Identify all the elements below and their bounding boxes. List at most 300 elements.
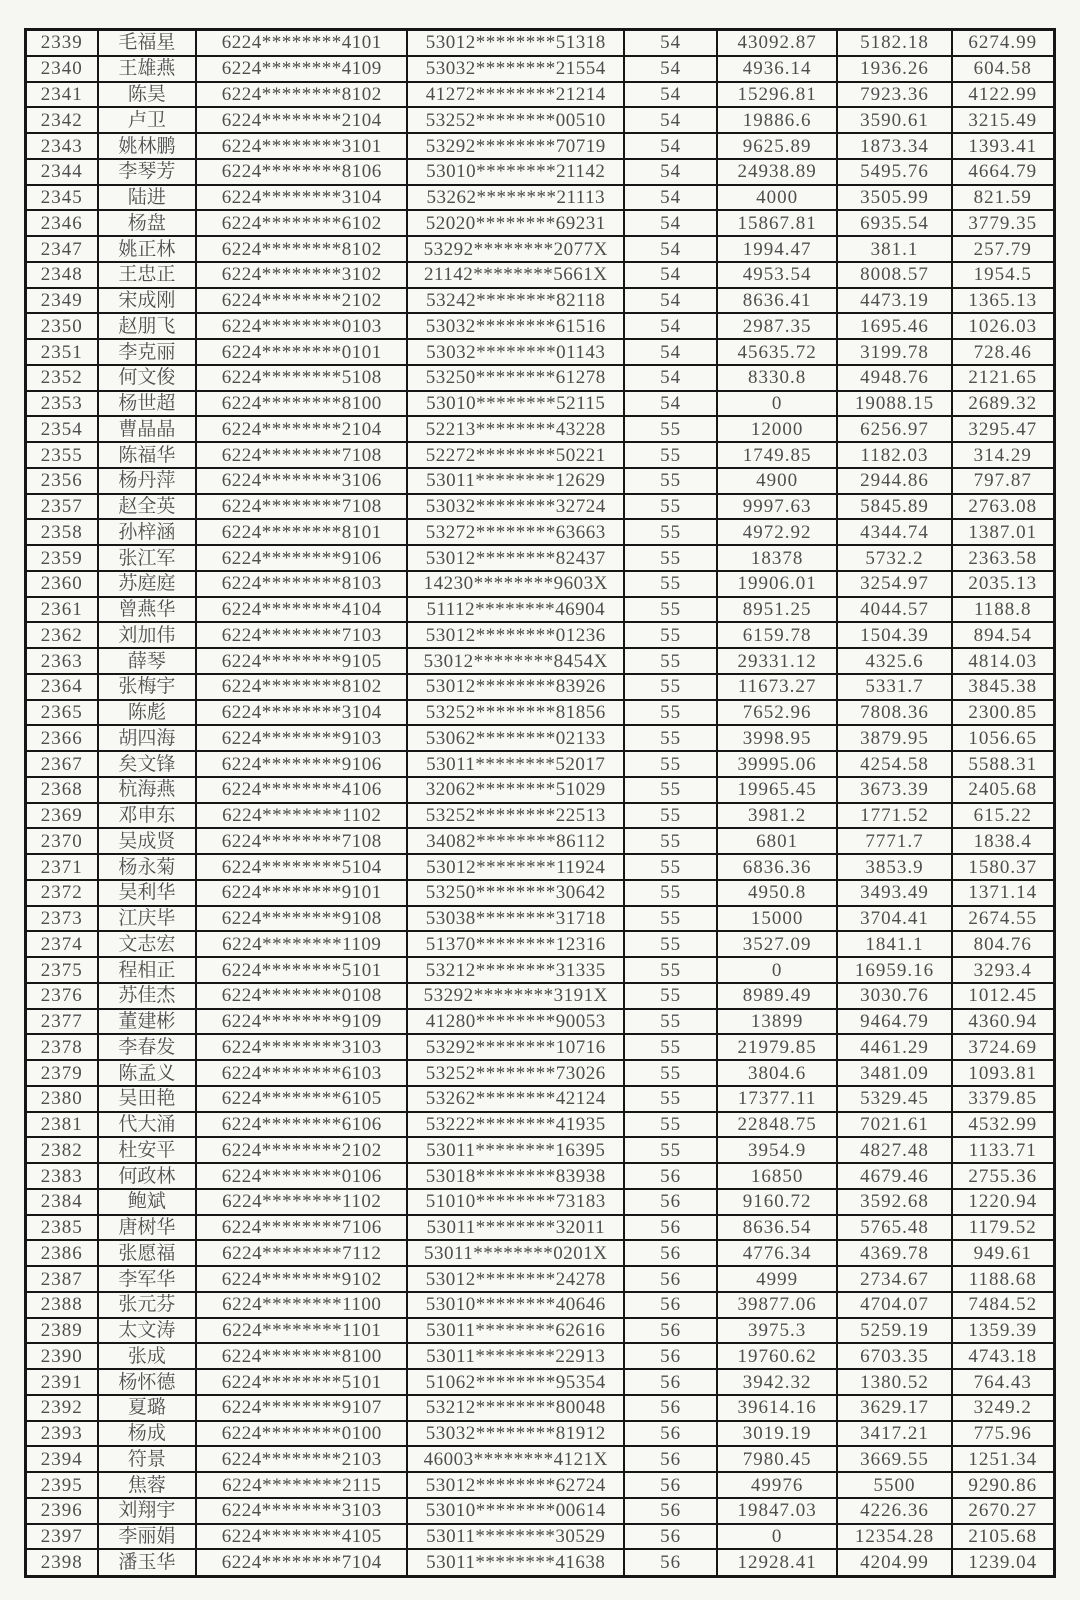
- table-row: [26, 1369, 1055, 1395]
- cell-seq: 2396: [26, 1498, 98, 1524]
- cell-amt1: 1749.85: [717, 442, 837, 468]
- table-row: [26, 107, 1055, 133]
- cell-seq: 2360: [26, 571, 98, 597]
- cell-seq: 2377: [26, 1009, 98, 1035]
- cell-age: 55: [624, 700, 717, 726]
- cell-name: 张愿福: [98, 1240, 197, 1266]
- cell-amt3: 3379.85: [952, 1086, 1055, 1112]
- cell-amt2: 7771.7: [837, 828, 951, 854]
- cell-idnum: 53010********21142: [407, 159, 624, 185]
- cell-amt1: 39614.16: [717, 1395, 837, 1421]
- cell-age: 55: [624, 725, 717, 751]
- cell-amt2: 3590.61: [837, 107, 951, 133]
- cell-amt1: 0: [717, 391, 837, 417]
- cell-amt2: 4204.99: [837, 1549, 951, 1576]
- cell-age: 55: [624, 1086, 717, 1112]
- cell-seq: 2393: [26, 1421, 98, 1447]
- cell-name: 张成: [98, 1343, 197, 1369]
- cell-age: 56: [624, 1215, 717, 1241]
- table-row: [26, 339, 1055, 365]
- cell-card: 6224********7108: [196, 494, 407, 520]
- table-row: [26, 777, 1055, 803]
- cell-amt1: 3804.6: [717, 1060, 837, 1086]
- cell-seq: 2342: [26, 107, 98, 133]
- cell-name: 杨成: [98, 1421, 197, 1447]
- cell-amt2: 3199.78: [837, 339, 951, 365]
- cell-idnum: 53032********21554: [407, 56, 624, 82]
- cell-idnum: 53011********32011: [407, 1215, 624, 1241]
- cell-name: 杨永菊: [98, 854, 197, 880]
- cell-card: 6224********1100: [196, 1292, 407, 1318]
- cell-idnum: 53212********31335: [407, 957, 624, 983]
- cell-amt1: 24938.89: [717, 159, 837, 185]
- cell-amt2: 3493.49: [837, 880, 951, 906]
- cell-name: 毛福星: [98, 30, 197, 56]
- cell-age: 54: [624, 391, 717, 417]
- table-row: [26, 494, 1055, 520]
- cell-card: 6224********7106: [196, 1215, 407, 1241]
- cell-amt2: 4344.74: [837, 519, 951, 545]
- cell-age: 55: [624, 1112, 717, 1138]
- cell-amt2: 1182.03: [837, 442, 951, 468]
- cell-amt1: 22848.75: [717, 1112, 837, 1138]
- cell-idnum: 53018********83938: [407, 1163, 624, 1189]
- cell-card: 6224********9106: [196, 751, 407, 777]
- cell-amt1: 8989.49: [717, 983, 837, 1009]
- payment-table: [24, 28, 1056, 1578]
- cell-amt1: 39995.06: [717, 751, 837, 777]
- cell-card: 6224********4109: [196, 56, 407, 82]
- cell-amt1: 18378: [717, 545, 837, 571]
- cell-amt3: 257.79: [952, 236, 1055, 262]
- cell-amt1: 3019.19: [717, 1421, 837, 1447]
- cell-amt1: 12000: [717, 416, 837, 442]
- cell-card: 6224********1109: [196, 931, 407, 957]
- cell-name: 李克丽: [98, 339, 197, 365]
- cell-amt3: 1188.68: [952, 1266, 1055, 1292]
- cell-amt3: 4664.79: [952, 159, 1055, 185]
- cell-card: 6224********9103: [196, 725, 407, 751]
- cell-idnum: 53011********30529: [407, 1524, 624, 1550]
- cell-seq: 2375: [26, 957, 98, 983]
- cell-amt2: 1504.39: [837, 622, 951, 648]
- cell-amt2: 1771.52: [837, 803, 951, 829]
- cell-card: 6224********4106: [196, 777, 407, 803]
- cell-idnum: 53038********31718: [407, 906, 624, 932]
- cell-amt3: 3293.4: [952, 957, 1055, 983]
- cell-name: 太文涛: [98, 1318, 197, 1344]
- cell-card: 6224********9109: [196, 1009, 407, 1035]
- cell-name: 吴利华: [98, 880, 197, 906]
- cell-age: 56: [624, 1318, 717, 1344]
- cell-idnum: 53212********80048: [407, 1395, 624, 1421]
- cell-amt1: 15867.81: [717, 210, 837, 236]
- cell-amt3: 2035.13: [952, 571, 1055, 597]
- cell-amt3: 1359.39: [952, 1318, 1055, 1344]
- cell-name: 曹晶晶: [98, 416, 197, 442]
- table-row: [26, 648, 1055, 674]
- table-row: [26, 957, 1055, 983]
- cell-seq: 2384: [26, 1189, 98, 1215]
- cell-amt2: 1380.52: [837, 1369, 951, 1395]
- table-row: [26, 468, 1055, 494]
- cell-seq: 2347: [26, 236, 98, 262]
- cell-amt3: 9290.86: [952, 1472, 1055, 1498]
- cell-seq: 2389: [26, 1318, 98, 1344]
- cell-age: 54: [624, 82, 717, 108]
- cell-amt3: 4743.18: [952, 1343, 1055, 1369]
- table-row: [26, 931, 1055, 957]
- cell-amt2: 3417.21: [837, 1421, 951, 1447]
- cell-seq: 2351: [26, 339, 98, 365]
- cell-amt3: 1393.41: [952, 133, 1055, 159]
- cell-seq: 2353: [26, 391, 98, 417]
- cell-amt3: 1056.65: [952, 725, 1055, 751]
- table-row: [26, 1446, 1055, 1472]
- cell-idnum: 53011********22913: [407, 1343, 624, 1369]
- cell-seq: 2369: [26, 803, 98, 829]
- cell-name: 吴成贤: [98, 828, 197, 854]
- cell-amt3: 5588.31: [952, 751, 1055, 777]
- cell-name: 孙梓涵: [98, 519, 197, 545]
- cell-seq: 2345: [26, 185, 98, 211]
- cell-age: 56: [624, 1446, 717, 1472]
- cell-age: 55: [624, 597, 717, 623]
- table-row: [26, 674, 1055, 700]
- cell-amt3: 1365.13: [952, 288, 1055, 314]
- cell-amt3: 1133.71: [952, 1137, 1055, 1163]
- cell-amt3: 1239.04: [952, 1549, 1055, 1576]
- cell-amt2: 3254.97: [837, 571, 951, 597]
- cell-idnum: 41280********90053: [407, 1009, 624, 1035]
- cell-amt3: 728.46: [952, 339, 1055, 365]
- cell-seq: 2372: [26, 880, 98, 906]
- cell-card: 6224********4104: [196, 597, 407, 623]
- cell-seq: 2371: [26, 854, 98, 880]
- cell-age: 55: [624, 545, 717, 571]
- cell-idnum: 53262********42124: [407, 1086, 624, 1112]
- cell-seq: 2344: [26, 159, 98, 185]
- cell-card: 6224********7112: [196, 1240, 407, 1266]
- cell-name: 曾燕华: [98, 597, 197, 623]
- cell-age: 56: [624, 1524, 717, 1550]
- table-row: [26, 313, 1055, 339]
- cell-name: 宋成刚: [98, 288, 197, 314]
- cell-amt3: 2363.58: [952, 545, 1055, 571]
- cell-seq: 2383: [26, 1163, 98, 1189]
- cell-name: 李琴芳: [98, 159, 197, 185]
- cell-amt3: 1371.14: [952, 880, 1055, 906]
- cell-name: 杨世超: [98, 391, 197, 417]
- cell-amt2: 12354.28: [837, 1524, 951, 1550]
- cell-age: 54: [624, 159, 717, 185]
- cell-age: 55: [624, 494, 717, 520]
- cell-amt1: 3954.9: [717, 1137, 837, 1163]
- cell-amt2: 6256.97: [837, 416, 951, 442]
- cell-amt3: 894.54: [952, 622, 1055, 648]
- cell-age: 55: [624, 983, 717, 1009]
- cell-amt2: 5845.89: [837, 494, 951, 520]
- cell-card: 6224********8100: [196, 391, 407, 417]
- cell-idnum: 52272********50221: [407, 442, 624, 468]
- cell-age: 55: [624, 416, 717, 442]
- cell-age: 55: [624, 880, 717, 906]
- cell-card: 6224********9107: [196, 1395, 407, 1421]
- cell-name: 矣文锋: [98, 751, 197, 777]
- cell-amt2: 2734.67: [837, 1266, 951, 1292]
- cell-amt2: 1841.1: [837, 931, 951, 957]
- cell-card: 6224********3104: [196, 185, 407, 211]
- cell-amt1: 0: [717, 1524, 837, 1550]
- cell-seq: 2395: [26, 1472, 98, 1498]
- table-row: [26, 391, 1055, 417]
- table-row: [26, 288, 1055, 314]
- cell-age: 54: [624, 133, 717, 159]
- cell-card: 6224********2102: [196, 1137, 407, 1163]
- cell-seq: 2340: [26, 56, 98, 82]
- table-row: [26, 1318, 1055, 1344]
- cell-amt3: 1093.81: [952, 1060, 1055, 1086]
- cell-card: 6224********7103: [196, 622, 407, 648]
- cell-seq: 2358: [26, 519, 98, 545]
- cell-age: 56: [624, 1395, 717, 1421]
- cell-name: 陈孟义: [98, 1060, 197, 1086]
- cell-amt3: 3845.38: [952, 674, 1055, 700]
- cell-amt2: 7923.36: [837, 82, 951, 108]
- cell-amt1: 45635.72: [717, 339, 837, 365]
- cell-card: 6224********5108: [196, 365, 407, 391]
- cell-amt1: 4000: [717, 185, 837, 211]
- cell-amt1: 7652.96: [717, 700, 837, 726]
- table-row: [26, 442, 1055, 468]
- table-row: [26, 1034, 1055, 1060]
- table-body: [26, 30, 1055, 1577]
- cell-idnum: 21142********5661X: [407, 262, 624, 288]
- cell-amt3: 3215.49: [952, 107, 1055, 133]
- cell-amt3: 4532.99: [952, 1112, 1055, 1138]
- document-sheet: [24, 28, 1056, 1578]
- cell-card: 6224********0103: [196, 313, 407, 339]
- table-row: [26, 983, 1055, 1009]
- cell-card: 6224********2115: [196, 1472, 407, 1498]
- cell-amt3: 1179.52: [952, 1215, 1055, 1241]
- cell-amt2: 4044.57: [837, 597, 951, 623]
- cell-seq: 2386: [26, 1240, 98, 1266]
- cell-card: 6224********2102: [196, 288, 407, 314]
- cell-idnum: 53292********3191X: [407, 983, 624, 1009]
- cell-amt2: 5329.45: [837, 1086, 951, 1112]
- cell-amt2: 5500: [837, 1472, 951, 1498]
- cell-age: 54: [624, 288, 717, 314]
- cell-amt1: 6801: [717, 828, 837, 854]
- cell-idnum: 53011********41638: [407, 1549, 624, 1576]
- cell-amt2: 9464.79: [837, 1009, 951, 1035]
- cell-seq: 2355: [26, 442, 98, 468]
- cell-name: 潘玉华: [98, 1549, 197, 1576]
- cell-idnum: 53012********01236: [407, 622, 624, 648]
- cell-age: 55: [624, 931, 717, 957]
- cell-card: 6224********7104: [196, 1549, 407, 1576]
- cell-age: 55: [624, 648, 717, 674]
- cell-idnum: 34082********86112: [407, 828, 624, 854]
- cell-age: 55: [624, 751, 717, 777]
- cell-seq: 2362: [26, 622, 98, 648]
- table-row: [26, 1009, 1055, 1035]
- table-row: [26, 262, 1055, 288]
- cell-amt3: 615.22: [952, 803, 1055, 829]
- cell-name: 夏璐: [98, 1395, 197, 1421]
- table-row: [26, 236, 1055, 262]
- cell-card: 6224********6105: [196, 1086, 407, 1112]
- cell-amt1: 4972.92: [717, 519, 837, 545]
- cell-card: 6224********8101: [196, 519, 407, 545]
- cell-amt2: 5331.7: [837, 674, 951, 700]
- cell-card: 6224********8100: [196, 1343, 407, 1369]
- cell-amt1: 4999: [717, 1266, 837, 1292]
- cell-card: 6224********8102: [196, 82, 407, 108]
- table-row: [26, 1498, 1055, 1524]
- cell-card: 6224********8103: [196, 571, 407, 597]
- cell-amt2: 5495.76: [837, 159, 951, 185]
- cell-amt1: 7980.45: [717, 1446, 837, 1472]
- cell-amt3: 764.43: [952, 1369, 1055, 1395]
- cell-idnum: 53012********11924: [407, 854, 624, 880]
- cell-seq: 2365: [26, 700, 98, 726]
- cell-amt3: 2689.32: [952, 391, 1055, 417]
- cell-age: 56: [624, 1472, 717, 1498]
- cell-name: 陈福华: [98, 442, 197, 468]
- cell-amt2: 4226.36: [837, 1498, 951, 1524]
- cell-idnum: 53272********63663: [407, 519, 624, 545]
- cell-amt2: 4704.07: [837, 1292, 951, 1318]
- cell-amt2: 3704.41: [837, 906, 951, 932]
- cell-name: 李军华: [98, 1266, 197, 1292]
- cell-amt2: 6703.35: [837, 1343, 951, 1369]
- cell-card: 6224********1102: [196, 803, 407, 829]
- cell-seq: 2364: [26, 674, 98, 700]
- cell-amt3: 3779.35: [952, 210, 1055, 236]
- cell-seq: 2385: [26, 1215, 98, 1241]
- cell-idnum: 53252********22513: [407, 803, 624, 829]
- cell-name: 文志宏: [98, 931, 197, 957]
- table-row: [26, 571, 1055, 597]
- cell-amt2: 4325.6: [837, 648, 951, 674]
- cell-name: 何文俊: [98, 365, 197, 391]
- cell-amt1: 49976: [717, 1472, 837, 1498]
- cell-age: 55: [624, 854, 717, 880]
- cell-name: 代大涌: [98, 1112, 197, 1138]
- cell-amt2: 3629.17: [837, 1395, 951, 1421]
- table-row: [26, 1549, 1055, 1576]
- cell-amt1: 15000: [717, 906, 837, 932]
- cell-idnum: 53292********70719: [407, 133, 624, 159]
- cell-idnum: 41272********21214: [407, 82, 624, 108]
- cell-amt3: 804.76: [952, 931, 1055, 957]
- cell-amt3: 2755.36: [952, 1163, 1055, 1189]
- cell-amt2: 4369.78: [837, 1240, 951, 1266]
- table-row: [26, 880, 1055, 906]
- cell-name: 杨盘: [98, 210, 197, 236]
- cell-card: 6224********4105: [196, 1524, 407, 1550]
- cell-age: 54: [624, 107, 717, 133]
- table-row: [26, 622, 1055, 648]
- table-row: [26, 1240, 1055, 1266]
- cell-idnum: 53011********12629: [407, 468, 624, 494]
- cell-name: 何政林: [98, 1163, 197, 1189]
- cell-card: 6224********0106: [196, 1163, 407, 1189]
- cell-amt1: 8951.25: [717, 597, 837, 623]
- cell-name: 符景: [98, 1446, 197, 1472]
- cell-amt2: 3030.76: [837, 983, 951, 1009]
- cell-idnum: 53032********01143: [407, 339, 624, 365]
- table-row: [26, 365, 1055, 391]
- cell-amt2: 6935.54: [837, 210, 951, 236]
- cell-amt1: 9625.89: [717, 133, 837, 159]
- cell-card: 6224********1102: [196, 1189, 407, 1215]
- cell-amt2: 8008.57: [837, 262, 951, 288]
- cell-age: 56: [624, 1163, 717, 1189]
- cell-idnum: 53012********24278: [407, 1266, 624, 1292]
- cell-seq: 2352: [26, 365, 98, 391]
- cell-amt1: 9997.63: [717, 494, 837, 520]
- cell-age: 56: [624, 1343, 717, 1369]
- cell-idnum: 53242********82118: [407, 288, 624, 314]
- cell-amt1: 19760.62: [717, 1343, 837, 1369]
- cell-amt2: 3879.95: [837, 725, 951, 751]
- table-row: [26, 545, 1055, 571]
- cell-amt2: 2944.86: [837, 468, 951, 494]
- cell-name: 李丽娟: [98, 1524, 197, 1550]
- cell-amt3: 1838.4: [952, 828, 1055, 854]
- cell-amt3: 314.29: [952, 442, 1055, 468]
- cell-idnum: 53010********40646: [407, 1292, 624, 1318]
- cell-amt1: 21979.85: [717, 1034, 837, 1060]
- cell-amt1: 29331.12: [717, 648, 837, 674]
- table-row: [26, 597, 1055, 623]
- cell-name: 刘加伟: [98, 622, 197, 648]
- cell-amt1: 16850: [717, 1163, 837, 1189]
- cell-name: 杨怀德: [98, 1369, 197, 1395]
- cell-seq: 2357: [26, 494, 98, 520]
- cell-seq: 2388: [26, 1292, 98, 1318]
- table-row: [26, 1112, 1055, 1138]
- table-row: [26, 519, 1055, 545]
- cell-age: 55: [624, 828, 717, 854]
- table-row: [26, 1163, 1055, 1189]
- cell-seq: 2341: [26, 82, 98, 108]
- cell-idnum: 53010********00614: [407, 1498, 624, 1524]
- table-row: [26, 1472, 1055, 1498]
- cell-name: 王忠正: [98, 262, 197, 288]
- cell-card: 6224********0100: [196, 1421, 407, 1447]
- cell-card: 6224********3101: [196, 133, 407, 159]
- cell-name: 杨丹萍: [98, 468, 197, 494]
- cell-amt2: 3481.09: [837, 1060, 951, 1086]
- cell-amt1: 8636.54: [717, 1215, 837, 1241]
- cell-amt1: 4950.8: [717, 880, 837, 906]
- cell-name: 邓申东: [98, 803, 197, 829]
- cell-idnum: 53012********62724: [407, 1472, 624, 1498]
- cell-idnum: 32062********51029: [407, 777, 624, 803]
- cell-idnum: 53292********2077X: [407, 236, 624, 262]
- cell-age: 55: [624, 519, 717, 545]
- cell-card: 6224********8102: [196, 236, 407, 262]
- cell-age: 54: [624, 313, 717, 339]
- cell-idnum: 53252********00510: [407, 107, 624, 133]
- cell-card: 6224********2104: [196, 107, 407, 133]
- table-row: [26, 210, 1055, 236]
- table-row: [26, 803, 1055, 829]
